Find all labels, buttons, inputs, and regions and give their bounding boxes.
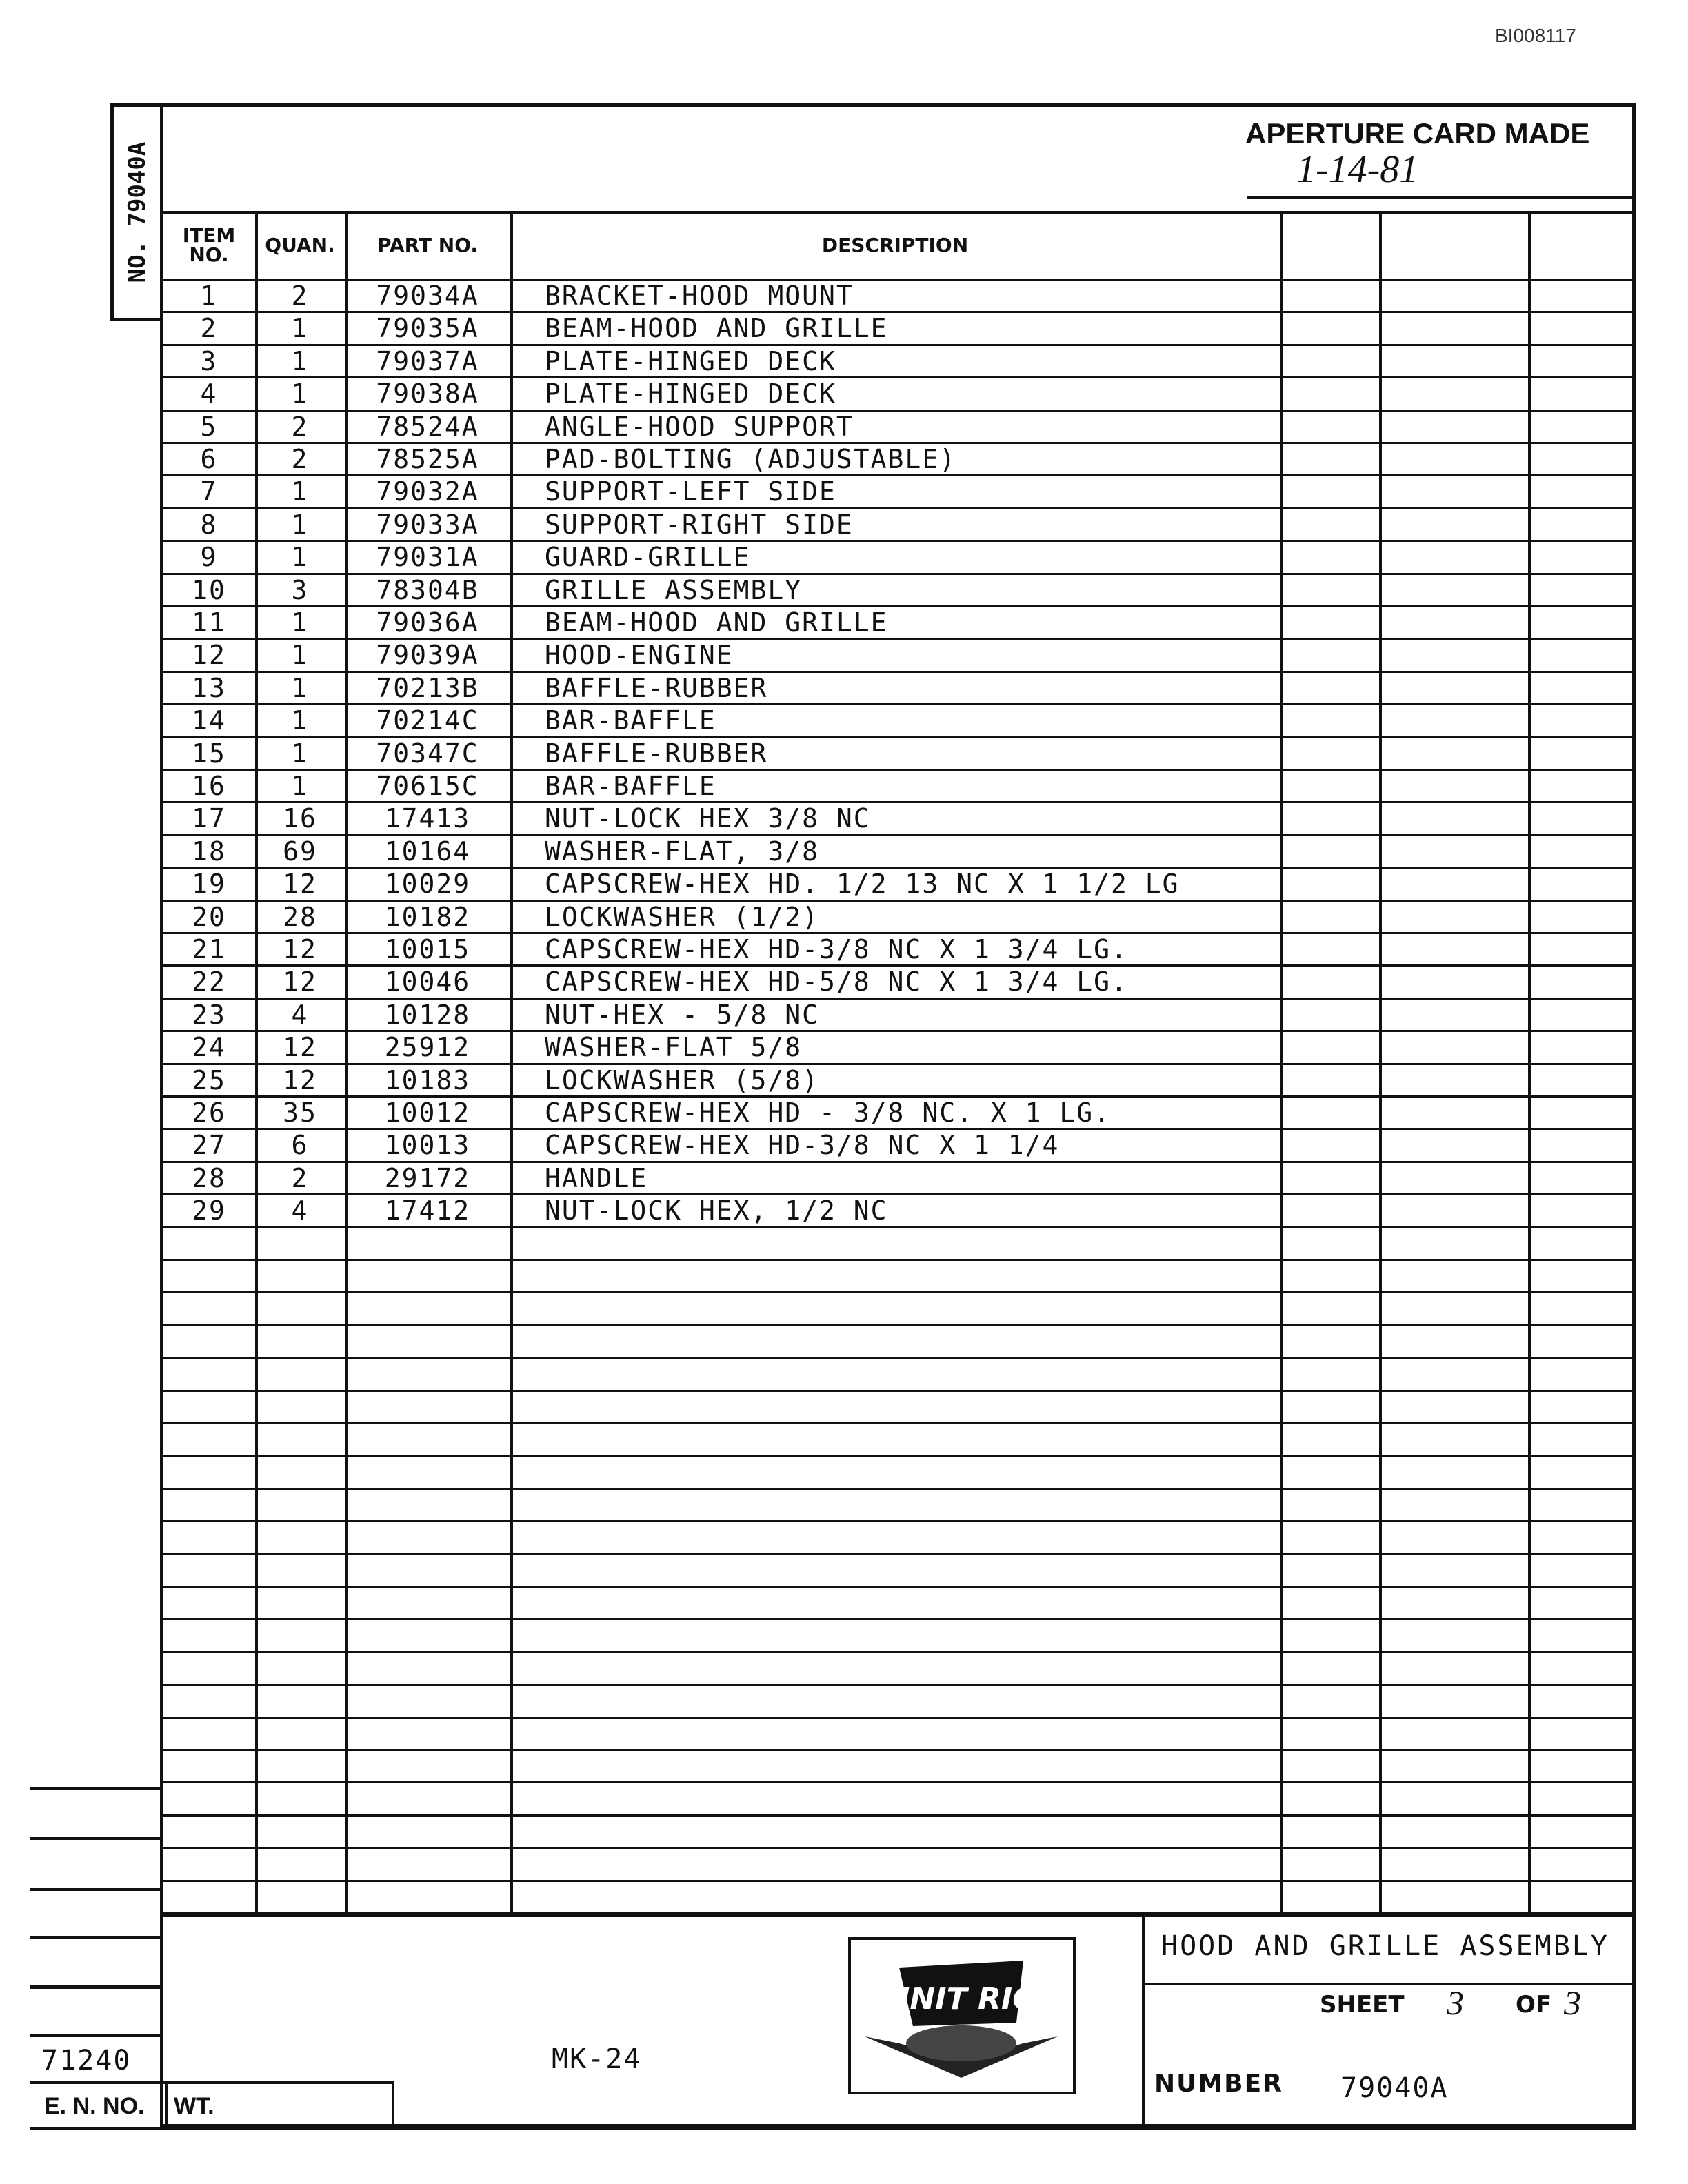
row-part-number: 10029 — [384, 869, 471, 900]
bottom-border — [30, 2127, 1636, 2130]
header-description: DESCRIPTION — [821, 234, 969, 256]
row-item-number: 25 — [192, 1064, 226, 1095]
row-part-number: 10164 — [384, 836, 471, 867]
unit-rig-logo-icon — [851, 1940, 1073, 2092]
row-item-number: 28 — [192, 1162, 226, 1193]
en-number: 71240 — [41, 2045, 132, 2076]
table-row-line — [160, 1814, 1636, 1817]
company-logo — [848, 1937, 1076, 2094]
logo-text: UNIT RIG — [885, 1981, 1038, 2016]
row-part-number: 79035A — [376, 313, 479, 344]
table-row-line — [160, 1684, 1636, 1686]
table-row-line — [160, 1553, 1636, 1555]
row-quantity: 4 — [291, 1195, 309, 1226]
row-description: HOOD-ENGINE — [545, 640, 734, 671]
row-quantity: 16 — [283, 803, 317, 834]
row-quantity: 1 — [291, 378, 309, 410]
table-row-line — [160, 1847, 1636, 1849]
row-description: BAR-BAFFLE — [545, 771, 716, 801]
en-block-top-border — [30, 2081, 394, 2084]
row-item-number: 15 — [192, 738, 226, 769]
row-quantity: 1 — [291, 640, 309, 671]
row-quantity: 6 — [291, 1130, 309, 1161]
row-part-number: 79034A — [376, 281, 479, 311]
row-description: GUARD-GRILLE — [545, 542, 751, 573]
table-row-line — [160, 1291, 1636, 1293]
row-quantity: 2 — [291, 281, 309, 311]
table-row-line — [160, 1651, 1636, 1653]
number-label: NUMBER — [1154, 2070, 1283, 2098]
row-item-number: 11 — [192, 607, 226, 638]
row-description: BAR-BAFFLE — [545, 705, 716, 736]
row-description: GRILLE ASSEMBLY — [545, 574, 803, 605]
row-item-number: 20 — [192, 901, 226, 932]
row-item-number: 23 — [192, 999, 226, 1030]
title-block-divider — [1142, 1914, 1145, 2127]
row-item-number: 2 — [200, 313, 218, 344]
left-tick-mark — [30, 1936, 160, 1939]
header-part-no: PART NO. — [376, 234, 479, 256]
row-quantity: 2 — [291, 411, 309, 442]
row-item-number: 22 — [192, 967, 226, 998]
row-part-number: 79033A — [376, 509, 479, 540]
row-quantity: 12 — [283, 869, 317, 900]
row-description: BEAM-HOOD AND GRILLE — [545, 607, 888, 638]
of-label: OF — [1516, 1991, 1552, 2019]
left-tick-mark — [30, 1888, 160, 1891]
row-quantity: 1 — [291, 509, 309, 540]
left-tick-mark — [30, 1837, 160, 1840]
row-item-number: 12 — [192, 640, 226, 671]
row-item-number: 3 — [200, 345, 218, 376]
row-quantity: 2 — [291, 444, 309, 474]
row-description: LOCKWASHER (1/2) — [545, 901, 820, 932]
row-part-number: 79032A — [376, 476, 479, 507]
row-part-number: 10012 — [384, 1098, 471, 1128]
row-description: NUT-LOCK HEX 3/8 NC — [545, 803, 871, 834]
weight-label: WT. — [174, 2093, 214, 2119]
row-quantity: 12 — [283, 967, 317, 998]
row-part-number: 79038A — [376, 378, 479, 410]
side-tab — [110, 103, 160, 321]
row-part-number: 10046 — [384, 967, 471, 998]
sheet-number: 3 — [1447, 1983, 1464, 2022]
row-quantity: 1 — [291, 738, 309, 769]
row-item-number: 17 — [192, 803, 226, 834]
table-row-line — [160, 1717, 1636, 1719]
row-item-number: 24 — [192, 1032, 226, 1063]
row-description: WASHER-FLAT, 3/8 — [545, 836, 820, 867]
row-description: BRACKET-HOOD MOUNT — [545, 281, 854, 311]
row-description: SUPPORT-RIGHT SIDE — [545, 509, 854, 540]
row-part-number: 29172 — [384, 1162, 471, 1193]
row-quantity: 12 — [283, 1064, 317, 1095]
table-row-line — [160, 1880, 1636, 1882]
row-quantity: 1 — [291, 607, 309, 638]
row-part-number: 79039A — [376, 640, 479, 671]
row-item-number: 18 — [192, 836, 226, 867]
table-row-line — [160, 1390, 1636, 1392]
table-row-line — [160, 1488, 1636, 1490]
row-item-number: 19 — [192, 869, 226, 900]
row-quantity: 35 — [283, 1098, 317, 1128]
header-quantity: QUAN. — [265, 234, 335, 256]
table-row-line — [160, 1455, 1636, 1457]
drawing-title: HOOD AND GRILLE ASSEMBLY — [1161, 1930, 1609, 1962]
table-row-line — [160, 1781, 1636, 1783]
row-part-number: 10128 — [384, 999, 471, 1030]
aperture-card-label: APERTURE CARD MADE — [1245, 117, 1590, 150]
row-description: SUPPORT-LEFT SIDE — [545, 476, 836, 507]
row-description: LOCKWASHER (5/8) — [545, 1064, 820, 1095]
row-part-number: 79037A — [376, 345, 479, 376]
row-part-number: 17412 — [384, 1195, 471, 1226]
row-description: WASHER-FLAT 5/8 — [545, 1032, 803, 1063]
en-no-label: E. N. NO. — [44, 2093, 145, 2119]
row-part-number: 78304B — [376, 574, 479, 605]
side-tab-number: NO. 79040A — [123, 141, 151, 283]
document-id: BI008117 — [1495, 25, 1576, 46]
en-wt-divider — [165, 2081, 168, 2127]
table-row-line — [160, 1259, 1636, 1261]
row-item-number: 8 — [200, 509, 218, 540]
row-item-number: 9 — [200, 542, 218, 573]
row-item-number: 14 — [192, 705, 226, 736]
row-part-number: 10182 — [384, 901, 471, 932]
row-quantity: 2 — [291, 1162, 309, 1193]
sheet-label: SHEET — [1320, 1991, 1405, 2019]
row-part-number: 70347C — [376, 738, 479, 769]
row-quantity: 12 — [283, 934, 317, 964]
row-item-number: 13 — [192, 672, 226, 703]
header-item-no — [163, 214, 255, 277]
aperture-underline — [1247, 196, 1633, 199]
table-row-line — [160, 1618, 1636, 1620]
row-part-number: 10013 — [384, 1130, 471, 1161]
table-row-line — [160, 1324, 1636, 1326]
left-tick-mark — [30, 1985, 160, 1989]
row-description: BAFFLE-RUBBER — [545, 672, 768, 703]
left-tick-mark — [30, 1787, 160, 1790]
row-quantity: 1 — [291, 542, 309, 573]
row-description: CAPSCREW-HEX HD-5/8 NC X 1 3/4 LG. — [545, 967, 1128, 998]
aperture-card-date: 1-14-81 — [1296, 148, 1419, 191]
row-description: PLATE-HINGED DECK — [545, 345, 836, 376]
row-quantity: 1 — [291, 313, 309, 344]
row-description: BAFFLE-RUBBER — [545, 738, 768, 769]
row-description: PAD-BOLTING (ADJUSTABLE) — [545, 444, 957, 474]
row-part-number: 78524A — [376, 411, 479, 442]
left-tick-mark — [30, 2034, 160, 2037]
row-item-number: 4 — [200, 378, 218, 410]
row-part-number: 70615C — [376, 771, 479, 801]
row-part-number: 10183 — [384, 1064, 471, 1095]
row-item-number: 21 — [192, 934, 226, 964]
row-quantity: 1 — [291, 705, 309, 736]
row-part-number: 10015 — [384, 934, 471, 964]
row-description: CAPSCREW-HEX HD-3/8 NC X 1 3/4 LG. — [545, 934, 1128, 964]
row-description: BEAM-HOOD AND GRILLE — [545, 313, 888, 344]
table-row-line — [160, 1422, 1636, 1424]
row-quantity: 1 — [291, 345, 309, 376]
row-quantity: 69 — [283, 836, 317, 867]
table-row-line — [160, 1586, 1636, 1588]
row-quantity: 12 — [283, 1032, 317, 1063]
row-item-number: 1 — [200, 281, 218, 311]
row-item-number: 10 — [192, 574, 226, 605]
wt-right-border — [392, 2081, 394, 2127]
row-quantity: 3 — [291, 574, 309, 605]
row-description: ANGLE-HOOD SUPPORT — [545, 411, 854, 442]
model-designation: MK-24 — [552, 2043, 642, 2075]
row-description: NUT-LOCK HEX, 1/2 NC — [545, 1195, 888, 1226]
row-description: CAPSCREW-HEX HD - 3/8 NC. X 1 LG. — [545, 1098, 1111, 1128]
row-part-number: 78525A — [376, 444, 479, 474]
row-quantity: 28 — [283, 901, 317, 932]
row-item-number: 29 — [192, 1195, 226, 1226]
row-description: NUT-HEX - 5/8 NC — [545, 999, 820, 1030]
title-block-top-border — [160, 1914, 1636, 1917]
row-part-number: 79031A — [376, 542, 479, 573]
table-row-line — [160, 1520, 1636, 1522]
row-quantity: 4 — [291, 999, 309, 1030]
table-row-line — [160, 1749, 1636, 1751]
row-part-number: 70213B — [376, 672, 479, 703]
row-part-number: 79036A — [376, 607, 479, 638]
row-quantity: 1 — [291, 771, 309, 801]
row-item-number: 5 — [200, 411, 218, 442]
table-row-line — [160, 1357, 1636, 1359]
row-part-number: 70214C — [376, 705, 479, 736]
row-description: CAPSCREW-HEX HD. 1/2 13 NC X 1 1/2 LG — [545, 869, 1180, 900]
row-quantity: 1 — [291, 476, 309, 507]
drawing-number: 79040A — [1340, 2072, 1449, 2104]
row-item-number: 26 — [192, 1098, 226, 1128]
row-item-number: 27 — [192, 1130, 226, 1161]
row-description: HANDLE — [545, 1162, 648, 1193]
header-item-text: ITEM NO. — [182, 224, 236, 266]
title-block-separator — [1142, 1983, 1636, 1985]
row-description: PLATE-HINGED DECK — [545, 378, 836, 410]
row-part-number: 25912 — [384, 1032, 471, 1063]
row-item-number: 6 — [200, 444, 218, 474]
row-part-number: 17413 — [384, 803, 471, 834]
row-description: CAPSCREW-HEX HD-3/8 NC X 1 1/4 — [545, 1130, 1060, 1161]
row-item-number: 16 — [192, 771, 226, 801]
row-item-number: 7 — [200, 476, 218, 507]
sheet-total: 3 — [1564, 1983, 1581, 2022]
row-quantity: 1 — [291, 672, 309, 703]
